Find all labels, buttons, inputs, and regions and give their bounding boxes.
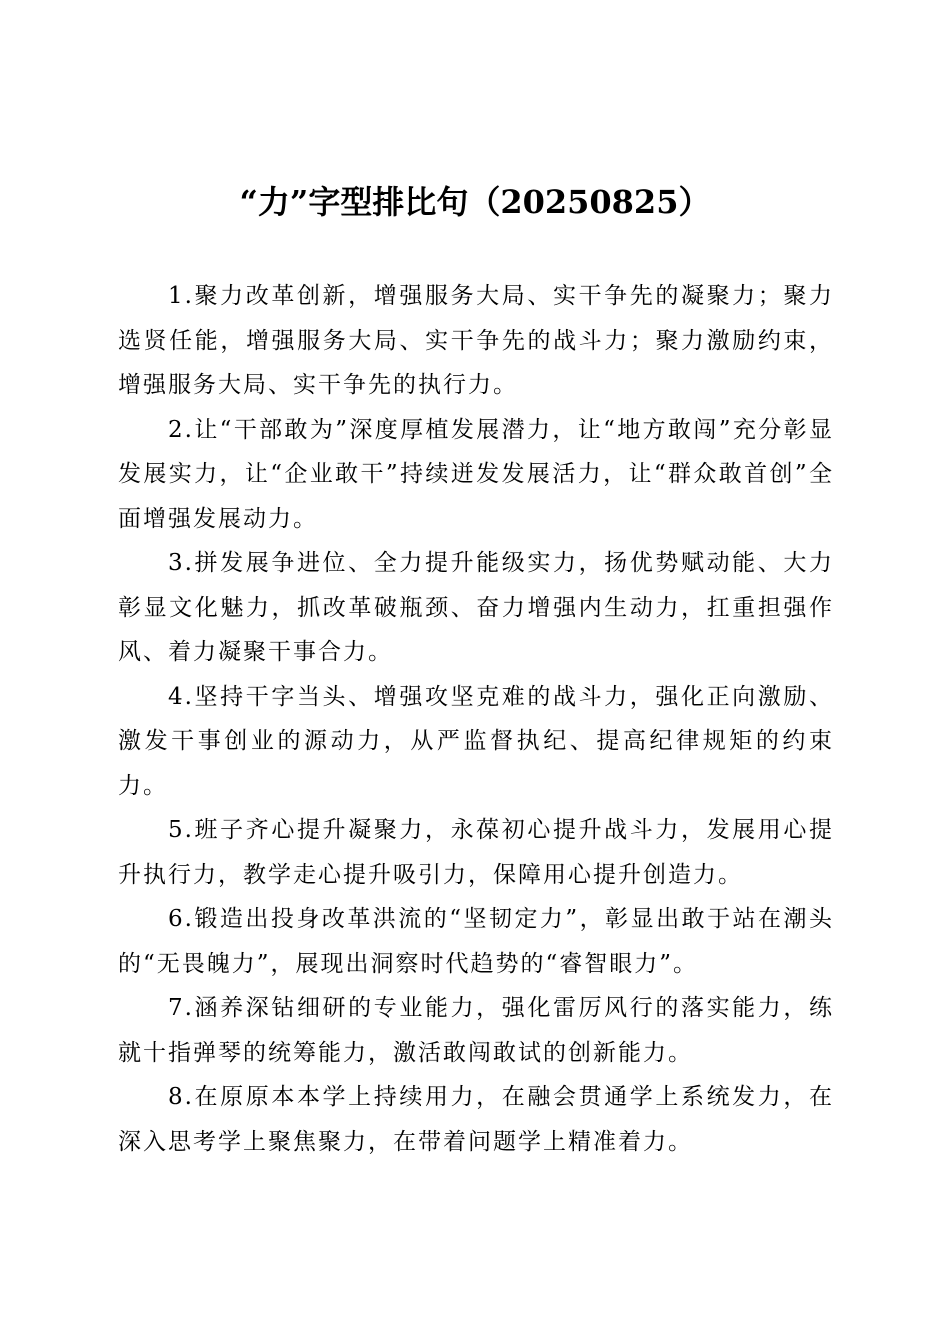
paragraph-1: 1.聚力改革创新，增强服务大局、实干争先的凝聚力；聚力选贤任能，增强服务大局、实干争先的战斗力；聚力激励约束，增强服务大局、实干争先的执行力。 <box>118 283 834 398</box>
document-title: “力”字型排比句（20250825） <box>239 183 711 221</box>
paragraph-7: 7.涵养深钻细研的专业能力，强化雷厉风行的落实能力，练就十指弹琴的统筹能力，激活敢闯敢试的创新能力。 <box>118 995 834 1066</box>
paragraph-6: 6.锻造出投身改革洪流的“坚韧定力”，彰显出敢于站在潮头的“无畏魄力”，展现出洞察时代趋势的“睿智眼力”。 <box>118 906 834 977</box>
paragraph-5: 5.班子齐心提升凝聚力，永葆初心提升战斗力，发展用心提升执行力，教学走心提升吸引力，保障用心提升创造力。 <box>118 817 834 888</box>
paragraph-2: 2.让“干部敢为”深度厚植发展潜力，让“地方敢闯”充分彰显发展实力，让“企业敢干”持续迸发发展活力，让“群众敢首创”全面增强发展动力。 <box>118 416 834 532</box>
paragraph-3: 3.拼发展争进位、全力提升能级实力，扬优势赋动能、大力彰显文化魅力，抓改革破瓶颈、奋力增强内生动力，扛重担强作风、着力凝聚干事合力。 <box>118 550 834 665</box>
paragraph-4: 4.坚持干字当头、增强攻坚克难的战斗力，强化正向激励、激发干事创业的源动力，从严监督执纪、提高纪律规矩的约束力。 <box>118 683 834 799</box>
paragraph-8: 8.在原原本本学上持续用力，在融会贯通学上系统发力，在深入思考学上聚焦聚力，在带着问题学上精准着力。 <box>118 1084 834 1155</box>
document-body <box>118 274 834 1164</box>
